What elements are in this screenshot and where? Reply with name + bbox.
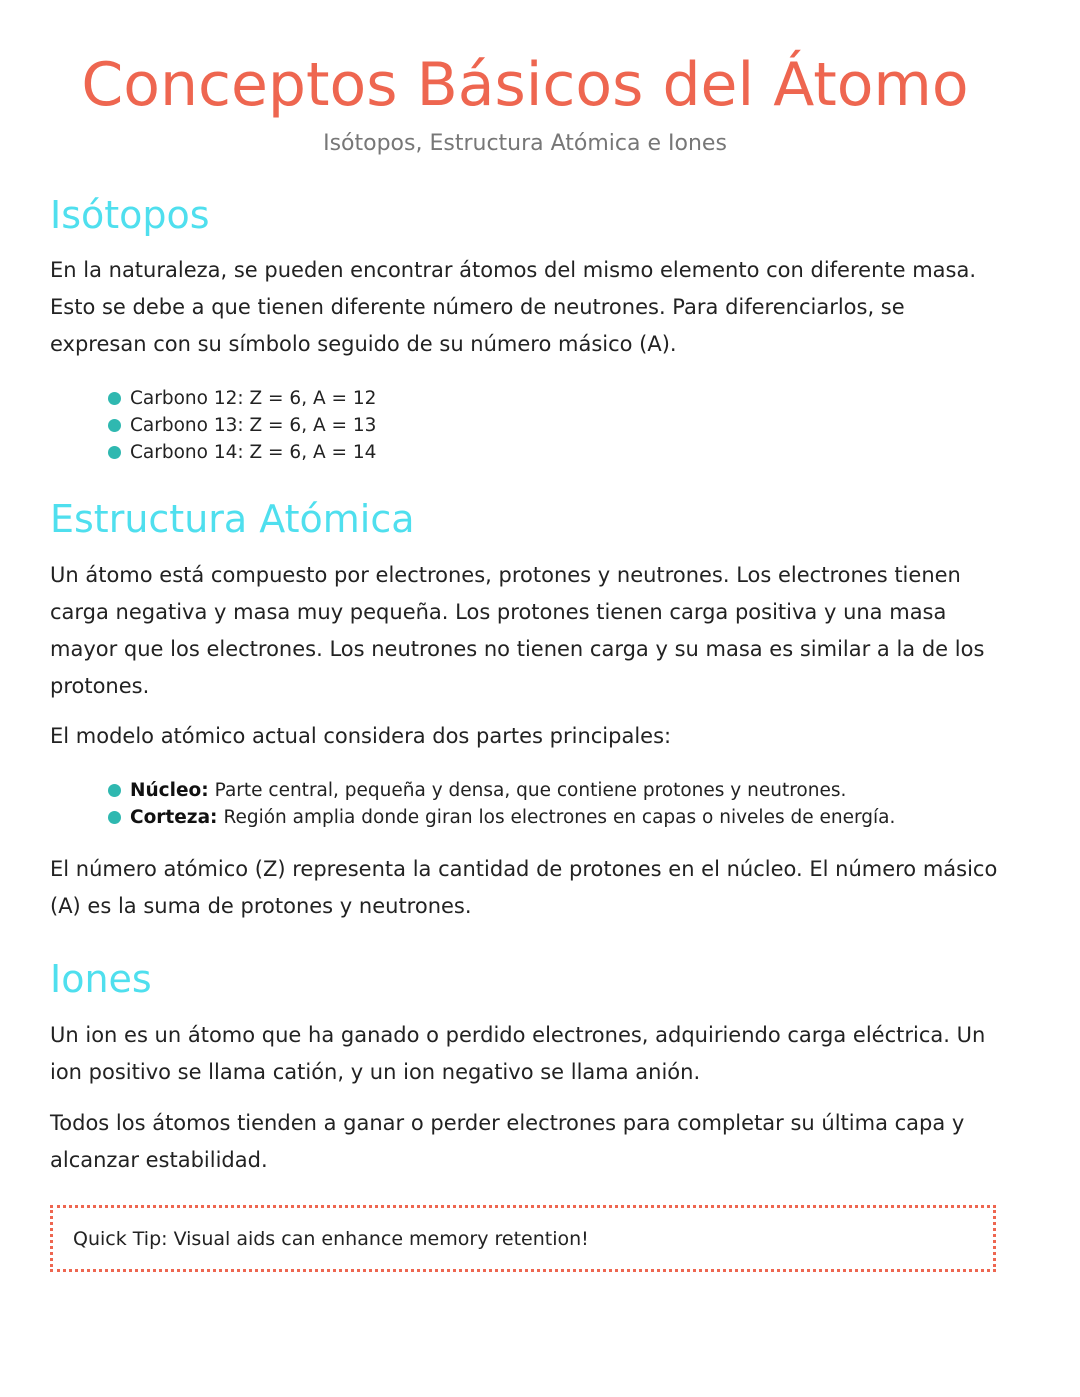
isotopos-paragraph: En la naturaleza, se pueden encontrar átomos del mismo elemento con diferente masa. Esto se debe a que tienen diferente número de neutrones. Para diferenciarlos, se expresan con su símbolo seguido de su número másico (A).: [50, 258, 977, 356]
list-item: [108, 804, 895, 831]
estructura-paragraph-2: El modelo atómico actual considera dos partes principales:: [50, 724, 672, 748]
estructura-paragraph-3: El número atómico (Z) representa la cantidad de protones en el núcleo. El número másico (A) es la suma de protones y neutrones.: [50, 857, 998, 918]
list-item-text: Carbono 14: Z = 6, A = 14: [130, 442, 377, 463]
list-item-text: Región amplia donde giran los electrones en capas o niveles de energía.: [223, 807, 896, 828]
iones-paragraph-2: Todos los átomos tienden a ganar o perder electrones para completar su última capa y alcanzar estabilidad.: [50, 1111, 965, 1172]
list-item-term: Corteza:: [130, 807, 218, 828]
list-item-text: Carbono 13: Z = 6, A = 13: [130, 415, 377, 436]
quick-tip-box: [50, 1205, 996, 1272]
bullet-icon: [108, 419, 121, 432]
section-heading-isotopos: Isótopos: [50, 193, 210, 237]
section-heading-estructura: Estructura Atómica: [50, 497, 415, 541]
bullet-icon: [108, 811, 121, 824]
estructura-list: [108, 777, 895, 831]
list-item-text: Carbono 12: Z = 6, A = 12: [130, 388, 377, 409]
list-item-term: Núcleo:: [130, 780, 209, 801]
list-item: [108, 777, 895, 804]
bullet-icon: [108, 392, 121, 405]
page-title: Conceptos Básicos del Átomo: [81, 50, 969, 120]
list-item-text: Parte central, pequeña y densa, que contiene protones y neutrones.: [214, 780, 847, 801]
bullet-icon: [108, 784, 121, 797]
list-item: [108, 439, 376, 466]
section-heading-iones: Iones: [50, 957, 152, 1001]
bullet-icon: [108, 446, 121, 459]
iones-paragraph-1: Un ion es un átomo que ha ganado o perdido electrones, adquiriendo carga eléctrica. Un ion positivo se llama catión, y un ion negativo se llama anión.: [50, 1023, 986, 1084]
page-subtitle: Isótopos, Estructura Atómica e Iones: [323, 131, 727, 156]
list-item: [108, 412, 376, 439]
quick-tip-text: Quick Tip: Visual aids can enhance memory retention!: [73, 1227, 589, 1250]
estructura-paragraph-1: Un átomo está compuesto por electrones, protones y neutrones. Los electrones tienen carga negativa y masa muy pequeña. Los protones tienen carga positiva y una masa mayor que los electrones. Los neutrones no tienen carga y su masa es similar a la de los protones.: [50, 563, 985, 698]
list-item: [108, 385, 376, 412]
isotopos-list: [108, 385, 376, 466]
